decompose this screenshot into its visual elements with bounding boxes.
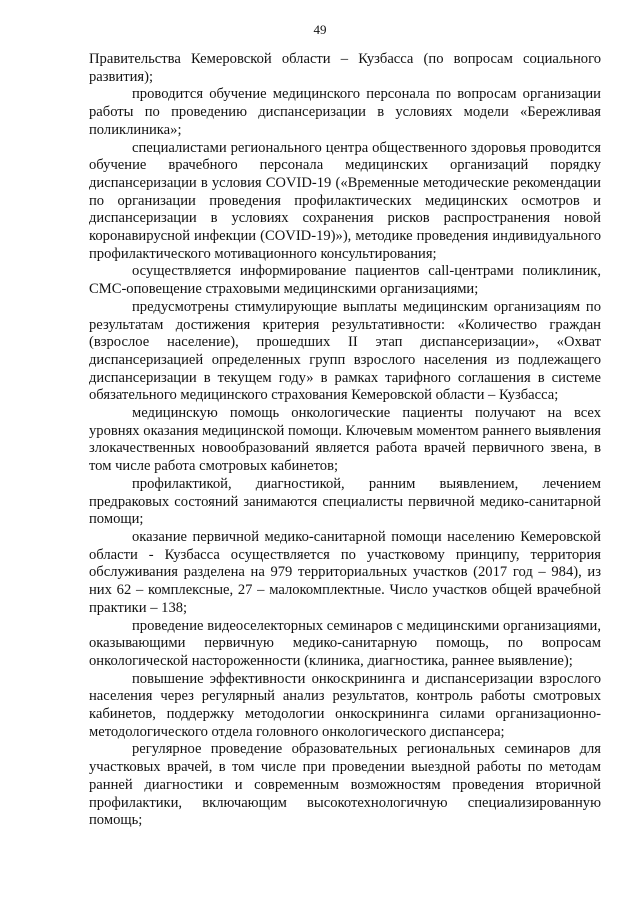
paragraph: регулярное проведение образовательных региональных семинаров для участковых врачей, в том числе при проведении выездной работы по методам ранней диагностики и современным возможностям проведения вторичной профилактики, включающим высокотехнологичную специализированную помощь; bbox=[89, 741, 601, 829]
paragraph: Правительства Кемеровской области – Кузбасса (по вопросам социального развития); bbox=[89, 51, 601, 85]
paragraph: профилактикой, диагностикой, ранним выявлением, лечением предраковых состояний занимаются специалисты первичной медико-санитарной помощи; bbox=[89, 475, 601, 528]
document-body bbox=[89, 51, 601, 830]
paragraph: предусмотрены стимулирующие выплаты медицинским организациям по результатам достижения критерия результативности: «Количество граждан (взрослое население), прошедших II этап диспансеризации», «Охват диспансеризацией определенных групп взрослого населения из подлежащего диспансеризации в текущем году» в рамках тарифного соглашения в системе обязательного медицинского страхования Кемеровской области – Кузбасса; bbox=[89, 298, 601, 404]
paragraph: проводится обучение медицинского персонала по вопросам организации работы по проведению диспансеризации в условиях модели «Бережливая поликлиника»; bbox=[89, 86, 601, 138]
paragraph: осуществляется информирование пациентов call-центрами поликлиник, СМС-оповещение страховыми медицинскими организациями; bbox=[89, 263, 601, 298]
paragraph: проведение видеоселекторных семинаров с медицинскими организациями, оказывающими первичную медико-санитарную помощь, по вопросам онкологической настороженности (клиника, диагностика, раннее выявление); bbox=[89, 617, 601, 669]
page-number: 49 bbox=[313, 22, 327, 37]
paragraph: медицинскую помощь онкологические пациенты получают на всех уровнях оказания медицинской помощи. Ключевым моментом раннего выявления злокачественных новообразований является работа врачей первичного звена, в том числе работа смотровых кабинетов; bbox=[89, 405, 601, 475]
paragraph: повышение эффективности онкоскрининга и диспансеризации взрослого населения через регулярный анализ результатов, контроль работы смотровых кабинетов, поддержку методологии онкоскрининга силами организационно-методологического отдела головного онкологического диспансера; bbox=[89, 670, 601, 740]
paragraph: специалистами регионального центра общественного здоровья проводится обучение врачебного персонала медицинских организаций порядку диспансеризации в условия COVID-19 («Временные методические рекомендации по организации проведения профилактических медицинских осмотров и диспансеризации в условиях сохранения рисков распространения новой коронавирусной инфекции (COVID-19)»), методике проведения индивидуального профилактического мотивационного консультирования; bbox=[89, 139, 601, 262]
paragraph: оказание первичной медико-санитарной помощи населению Кемеровской области - Кузбасса осуществляется по участковому принципу, территория обслуживания разделена на 979 территориальных участков (2017 год – 984), из них 62 – комплексные, 27 – малокомплектные. Число участков общей врачебной практики – 138; bbox=[89, 528, 601, 616]
